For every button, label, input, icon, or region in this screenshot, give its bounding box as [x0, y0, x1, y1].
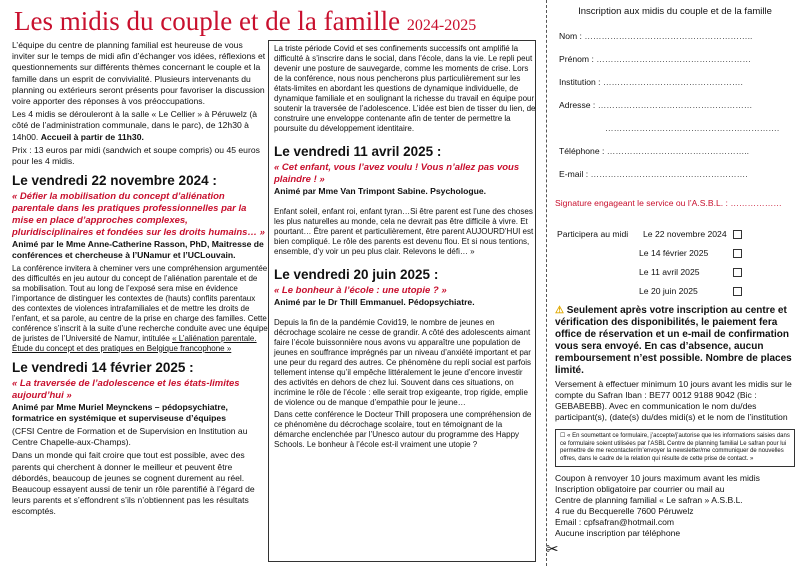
- checkbox[interactable]: [733, 287, 742, 296]
- heading-february: Le vendredi 14 février 2025 :: [12, 359, 194, 375]
- heading-april: Le vendredi 11 avril 2025 :: [274, 144, 442, 159]
- body-april: Enfant soleil, enfant roi, enfant tyran…Si être parent est l’une des choses les plus naturelles au monde, cela ne devrait pas être difficile à vivre. Et pourtant… Être parent et particulièrement, être parent AUJOURD’HUI est bien compliqué. Le rôle des parents est devenu flou. Et si nous tentions, ensemble, d’y voir un peu plus clair. Relevons le défi… »: [274, 207, 534, 257]
- body-february: Dans un monde qui fait croire que tout est possible, avec des parents qui cherchent à donner le meilleur et peuvent être débordés, beaucoup de jeunes se cognent durement au réel. Beaucoup essayent aussi de tenir un rôle parentifié à l’égard de leurs parents et s’effondrent s’ils n’obtiennent pas les résultats escomptés.: [12, 450, 255, 517]
- warning-text: ⚠ Seulement après votre inscription au centre et vérification des disponibilités, le paiement fera office de réservation et un e-mail de confirmation vous sera envoyé. En cas d’absence, aucun remboursement n’est possible. Nombre de places limité.: [555, 305, 792, 376]
- speaker-april: Animé par Mme Van Trimpont Sabine. Psychologue.: [274, 186, 487, 196]
- heading-june: Le vendredi 20 juin 2025 :: [274, 267, 439, 283]
- speaker-june: Animé par le Dr Thill Emmanuel. Pédopsychiatre.: [274, 297, 475, 308]
- checkbox[interactable]: [733, 230, 742, 239]
- form-title: Inscription aux midis du couple et de la famille: [578, 6, 772, 17]
- signature-field[interactable]: Signature engageant le service ou l’A.S.B.L. : ………………: [555, 198, 782, 208]
- theme-april: « Cet enfant, vous l’avez voulu ! Vous n’allez pas vous plaindre ! »: [274, 162, 520, 185]
- consent-checkbox[interactable]: ☐: [560, 433, 566, 439]
- field-firstname[interactable]: Prénom : ………………………………………………: [559, 54, 751, 64]
- payment-text: Versement à effectuer minimum 10 jours avant les midis sur le compte du Safran Iban : BE77 0012 9188 9042 (Bic : GEBABEBB). Avec en communication le nom du/des participant(s), (date(s) du/des midi(s) et le nom de l’institution: [555, 379, 792, 422]
- speaker-february: Animé par Mme Muriel Meynckens – pédopsychiatre, formatrice en systémique et superviseuse d’équipes: [12, 401, 228, 423]
- org-february: (CFSI Centre de Formation et de Supervision en Institution au Centre Chapelle-aux-Champs).: [12, 426, 248, 448]
- body-june-2: Dans cette conférence le Docteur Thill proposera une compréhension de ce phénomène du décrochage scolaire, tout en témoignant de la démarche enclenchée par l’Unesco autour du programme des Happy Schools. Le bonheur à l’école est-il vraiment une utopie ?: [274, 410, 532, 450]
- checkbox[interactable]: [733, 249, 742, 258]
- consent-box[interactable]: ☐ « En soumettant ce formulaire, j’accepte/j’autorise que les informations saisies dans ce formulaire soient utilisées par l’ASBL Centre de planning familial Le safran pour lui permettre de me recontacter/m’envoyer la newsletter/me communiquer de nouvelles offres, dans le cadre de la relation qui résulte de cette prise de contact. »: [555, 429, 795, 467]
- intro-price: Prix : 13 euros par midi (sandwich et soupe compris) ou 45 euros pour les 4 midis.: [12, 144, 260, 167]
- theme-june: « Le bonheur à l’école : une utopie ? »: [274, 285, 447, 297]
- registration-form: [555, 6, 795, 539]
- date-row[interactable]: Participera au midi Le 22 novembre 2024: [557, 229, 795, 248]
- theme-november: « Défier la mobilisation du concept d’aliénation parentale dans les pratiques professionnelles par la mise en place d’approches complexes, pluridisciplinaires et fondées sur les droits humains… »: [12, 191, 265, 239]
- field-name[interactable]: Nom : …………………………………………………..: [559, 31, 753, 41]
- intro-text: L’équipe du centre de planning familial est heureuse de vous inviter sur le temps de midi afin d’échanger vos idées, réflexions et questionnements sur différents thèmes concernant le couple et la famille dans un esprit de convivialité. Plusieurs intervenants du planning ou extérieurs seront présents pour favoriser la discussion voire apporter des réponses à vos préoccupations.: [12, 40, 266, 107]
- middle-column: [274, 40, 536, 452]
- date-row[interactable]: Le 14 février 2025: [557, 248, 795, 267]
- field-institution[interactable]: Institution : ………………………………………….: [559, 77, 743, 87]
- body-june: Depuis la fin de la pandémie Covid19, le nombre de jeunes en décrochage scolaire ne cesse de grandir. A côté des adolescents aimant faire l’école buissonnière nous avons vu apparaître une population de jeunes en souffrance imprégnés par un niveau d’anxiété important et par une peur du regard des autres. Ce phénomène du repli social est parfois tellement intense qu’il empêche littéralement le jeune d’encore investir des activités en dehors de chez lui. Souvent dans ces situations, on incrimine le rôle de l’école : elle serait trop exigeante, trop rigide, emplie de violence ou de manque d’empathie pour le jeune…: [274, 318, 532, 408]
- intro-location: Les 4 midis se dérouleront à la salle « Le Cellier » à Péruwelz (à côté de l’administration communale, dans le parc), de 12h30 à 14h00. Accueil à partir de 11h30.: [12, 109, 258, 142]
- field-phone[interactable]: Téléphone : …………………………………………..: [559, 146, 750, 156]
- return-info: Coupon à renvoyer 10 jours maximum avant les midis Inscription obligatoire par courrier ou mail au Centre de planning familial « Le safran » A.S.B.L. 4 rue du Becquerelle 7600 Péruwelz Email : cpfsafran@hotmail.com Aucune inscription par téléphone: [555, 473, 760, 538]
- field-address[interactable]: Adresse : ………………………………………………: [559, 100, 753, 110]
- date-choices: [557, 229, 795, 305]
- date-row[interactable]: Le 20 juin 2025: [557, 286, 795, 305]
- checkbox[interactable]: [733, 268, 742, 277]
- scissors-icon: ✂: [546, 541, 559, 558]
- left-column: [12, 40, 268, 520]
- covid-text: La triste période Covid et ses confinements successifs ont amplifié la difficulté à s’inscrire dans le social, dans l’école, dans la vie. Le repli peut devenir une posture de sauvegarde, comme les moments de crise. Lors de la conférence, nous nous pencherons plus particulièrement sur les états-limites en abordant les questions de dynamique individuelle, de dynamique familiale et en soulignant la richesse du travail en équipe pour soutenir la traversée de l’adolescence. L’idée est bien de tisser du lien, de construire une enveloppe contenante afin de tenter de permettre la poursuite du développement identitaire.: [274, 44, 536, 133]
- body-november: La conférence invitera à cheminer vers une compréhension argumentée des difficultés en jeu autour du concept de l’aliénation parentale et de sa mobilisation. Tout au long de l’exposé sera mise en évidence l’importance de distinguer les contextes de (hauts) conflits parentaux des contextes de violences intrafamiliales et de mettre les droits de l’enfant, et sa parole, au centre de la prise en charge des familles. Cette conférence s’inscrit à la suite d’une recherche conduite avec une équipe de juristes de l’Université de Namur, intitulée « L’aliénation parentale. Étude du concept et des pratiques en Belgique francophone »: [12, 263, 268, 353]
- theme-february: « La traversée de l’adolescence et les états-limites aujourd’hui »: [12, 377, 240, 401]
- field-address-2[interactable]: …………………………………………………….: [605, 123, 780, 133]
- heading-november: Le vendredi 22 novembre 2024 :: [12, 173, 217, 189]
- date-row[interactable]: Le 11 avril 2025: [557, 267, 795, 286]
- field-email[interactable]: E-mail : ……………………………………………….: [559, 169, 748, 179]
- cut-line: [546, 0, 547, 566]
- warning-icon: ⚠: [555, 305, 564, 316]
- speaker-november: Animé par le Mme Anne-Catherine Rasson, PhD, Maitresse de conférences et chercheuse à l’UNamur et l’UCLouvain.: [12, 239, 264, 261]
- page-title: Les midis du couple et de la famille 2024-2025: [14, 6, 477, 36]
